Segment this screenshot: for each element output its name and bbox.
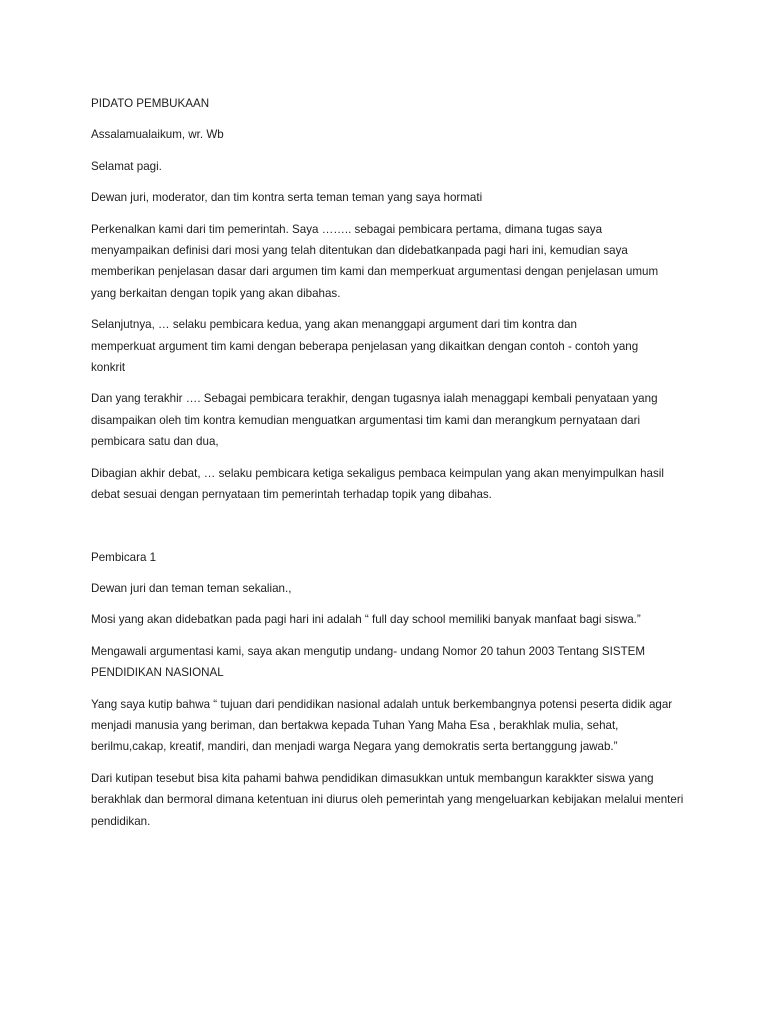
section-spacer [91,516,691,547]
second-speaker-paragraph: Selanjutnya, … selaku pembicara kedua, yang akan menanggapi argument dari tim kontra dan memperkuat argument tim kami dengan beberapa penjelasan yang dikaitkan dengan contoh - contoh yang konkrit [91,318,639,375]
third-speaker-paragraph: Dan yang terakhir …. Sebagai pembicara terakhir, dengan tugasnya ialah menaggapi kembali penyataan yang disampaikan oleh tim kontra kemudian menguatkan argumentasi tim kami dan merangkum pernyataan dari pembicara satu dan dua, [91,392,658,449]
document-page [91,93,691,842]
quote-paragraph: Yang saya kutip bahwa “ tujuan dari pendidikan nasional adalah untuk berkembangnya potensi peserta didik agar menjadi manusia yang beriman, dan bertakwa kepada Tuhan Yang Maha Esa , berakhlak mulia, sehat, berilmu,cakap, kreatif, mandiri, dan menjadi warga Negara yang demokratis serta bertanggung jawab.” [91,697,673,754]
closing-paragraph: Dibagian akhir debat, … selaku pembicara ketiga sekaligus pembaca keimpulan yang akan menyimpulkan hasil debat sesuai dengan pernyataan tim pemerintah terhadap topik yang dibahas. [91,466,664,502]
document-title: PIDATO PEMBUKAAN [91,97,210,110]
section-title: Pembicara 1 [91,550,157,564]
argument-intro-paragraph: Mengawali argumentasi kami, saya akan mengutip undang- undang Nomor 20 tahun 2003 Tentang SISTEM PENDIDIKAN NASIONAL [91,644,646,680]
greeting-paragraph: Assalamualaikum, wr. Wb [91,128,224,142]
conclusion-paragraph: Dari kutipan tesebut bisa kita pahami bahwa pendidikan dimasukkan untuk membangun karakkter siswa yang berakhlak dan bermoral dimana ketentuan ini diurus oleh pemerintah yang mengeluarkan kebijakan melalui menteri pendidikan. [91,771,684,828]
address-paragraph-2: Dewan juri dan teman teman sekalian., [91,581,292,595]
greeting-morning-paragraph: Selamat pagi. [91,159,162,173]
introduction-paragraph: Perkenalkan kami dari tim pemerintah. Saya …….. sebagai pembicara pertama, dimana tugas saya menyampaikan definisi dari mosi yang telah ditentukan dan didebatkanpada pagi hari ini, kemudian saya memberikan penjelasan dasar dari argumen tim kami dan memperkuat argumentasi dengan penjelasan umum yang berkaitan dengan topik yang akan dibahas. [91,222,659,300]
address-paragraph: Dewan juri, moderator, dan tim kontra serta teman teman yang saya hormati [91,191,483,205]
motion-paragraph: Mosi yang akan didebatkan pada pagi hari ini adalah “ full day school memiliki banyak manfaat bagi siswa.” [91,613,641,627]
